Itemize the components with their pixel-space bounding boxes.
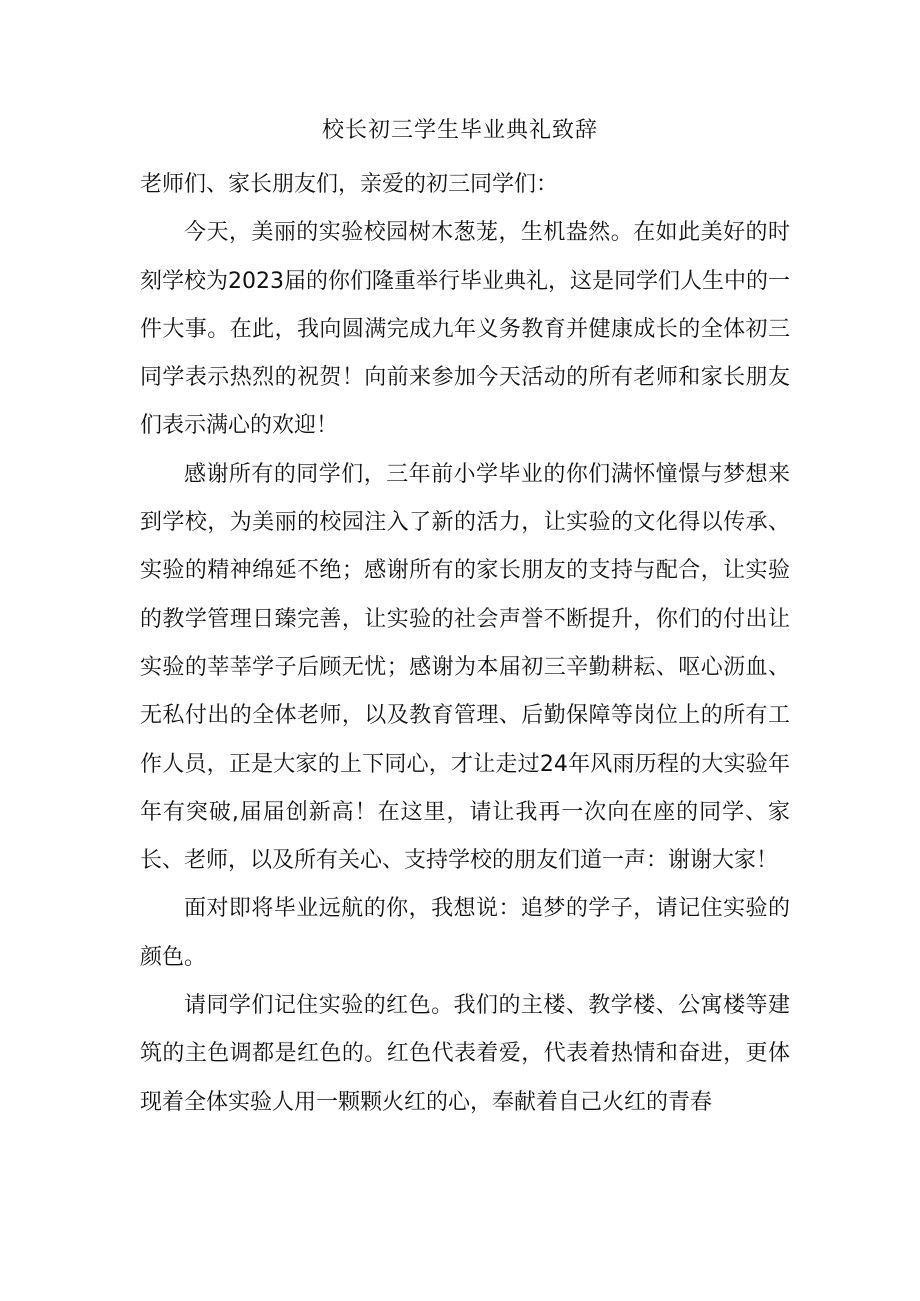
paragraph-colors-intro: 面对即将毕业远航的你，我想说：追梦的学子，请记住实验的颜色。: [140, 896, 790, 970]
paragraph-opening: 今天，美丽的实验校园树木葱茏，生机盎然。在如此美好的时刻学校为2023届的你们隆重举行毕业典礼，这是同学们人生中的一件大事。在此，我向圆满完成九年义务教育并健康成长的全体初三同学表示热烈的祝贺！向前来参加今天活动的所有老师和家长朋友们表示满心的欢迎！: [140, 220, 790, 439]
paragraph-red: 请同学们记住实验的红色。我们的主楼、教学楼、公寓楼等建筑的主色调都是红色的。红色代表着爱，代表着热情和奋进，更体现着全体实验人用一颗颗火红的心，奉献着自己火红的青春: [140, 993, 790, 1115]
document-body: [140, 161, 790, 1127]
paragraph-thanks: 感谢所有的同学们，三年前小学毕业的你们满怀憧憬与梦想来到学校，为美丽的校园注入了新的活力，让实验的文化得以传承、实验的精神绵延不绝；感谢所有的家长朋友的支持与配合，让实验的教学管理日臻完善，让实验的社会声誉不断提升，你们的付出让实验的莘莘学子后顾无忧；感谢为本届初三辛勤耕耘、呕心沥血、无私付出的全体老师，以及教育管理、后勤保障等岗位上的所有工作人员，正是大家的上下同心，才让走过24年风雨历程的大实验年年有突破,届届创新高！在这里，请让我再一次向在座的同学、家长、老师，以及所有关心、支持学校的朋友们道一声：谢谢大家！: [140, 461, 790, 874]
document-title: 校长初三学生毕业典礼致辞: [321, 118, 598, 143]
salutation: 老师们、家长朋友们，亲爱的初三同学们：: [140, 172, 559, 197]
